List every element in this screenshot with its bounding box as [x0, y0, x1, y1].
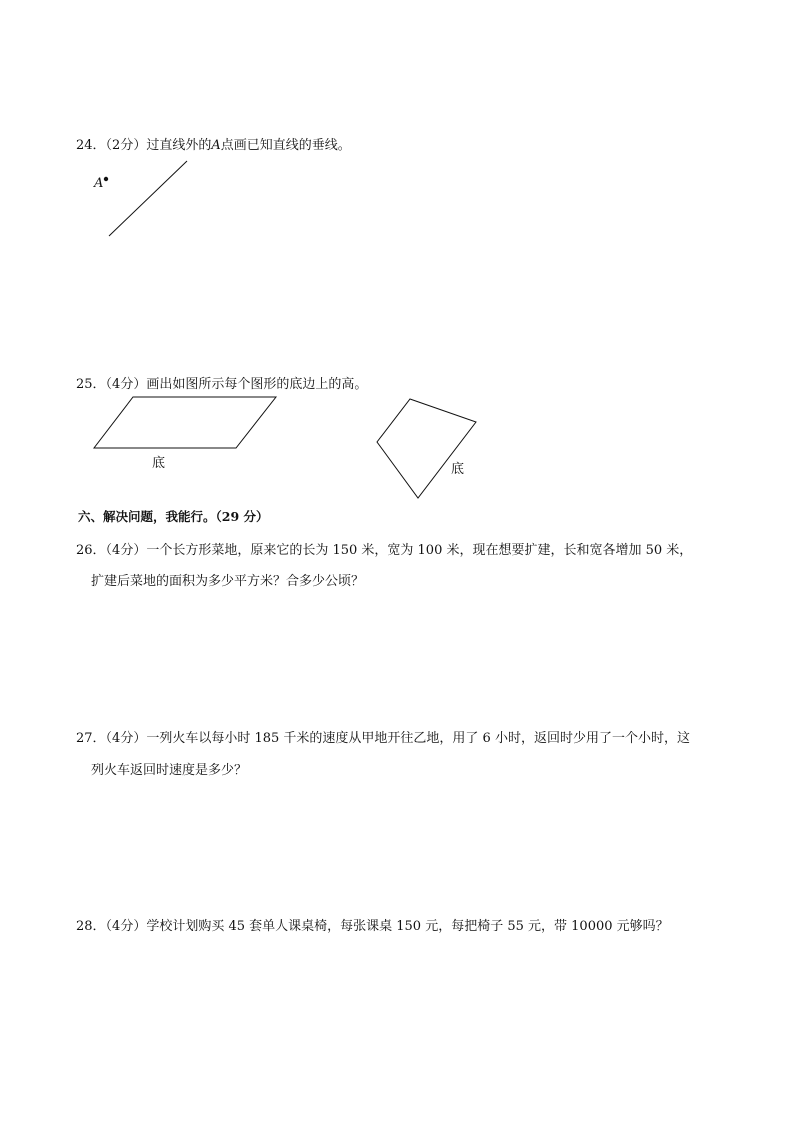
q27-number: 27． — [76, 731, 106, 746]
q25-text: 画出如图所示每个图形的底边上的高。 — [146, 377, 368, 392]
q25-parallelogram-base-label: 底 — [152, 456, 166, 471]
q28-points: （4分） — [105, 919, 147, 934]
q24-point-name: A — [211, 138, 221, 153]
q24-points: （2分） — [105, 138, 147, 153]
q25-line — [76, 373, 367, 392]
q26-text-line2: 扩建后菜地的面积为多少平方米？合多少公顷？ — [91, 574, 365, 589]
q27-text-line2: 列火车返回时速度是多少？ — [91, 763, 248, 778]
q24-number: 24． — [76, 138, 106, 153]
q28-number: 28． — [76, 919, 106, 934]
section6-heading: 六、解决问题，我能行。（29 分） — [78, 509, 269, 524]
q26-text-line1: 一个长方形菜地，原来它的长为 150 米，宽为 100 米，现在想要扩建，长和宽各增加 50 米， — [146, 543, 693, 558]
q24-line — [76, 134, 351, 153]
q25-quadrilateral — [377, 399, 476, 498]
q26-line1 — [76, 539, 692, 558]
q26-points: （4分） — [105, 543, 147, 558]
q27-line1 — [76, 727, 690, 746]
q25-parallelogram — [94, 397, 276, 448]
q25-points: （4分） — [105, 377, 147, 392]
q26-number: 26． — [76, 543, 106, 558]
q28-line1 — [76, 915, 669, 934]
q24-given-line — [109, 161, 187, 236]
q25-quadrilateral-base-label: 底 — [451, 462, 465, 477]
q24-text-before: 过直线外的 — [146, 138, 212, 153]
q28-text-line1: 学校计划购买 45 套单人课桌椅，每张课桌 150 元，每把椅子 55 元，带 10000 元够吗？ — [146, 919, 669, 934]
q24-point-a — [104, 177, 108, 181]
q24-figure-point-label: A — [94, 176, 104, 191]
q27-points: （4分） — [105, 731, 147, 746]
q27-text-line1: 一列火车以每小时 185 千米的速度从甲地开往乙地，用了 6 小时，返回时少用了一个小时，这 — [146, 731, 690, 746]
q24-text-after: 点画已知直线的垂线。 — [220, 138, 351, 153]
q25-number: 25． — [76, 377, 106, 392]
